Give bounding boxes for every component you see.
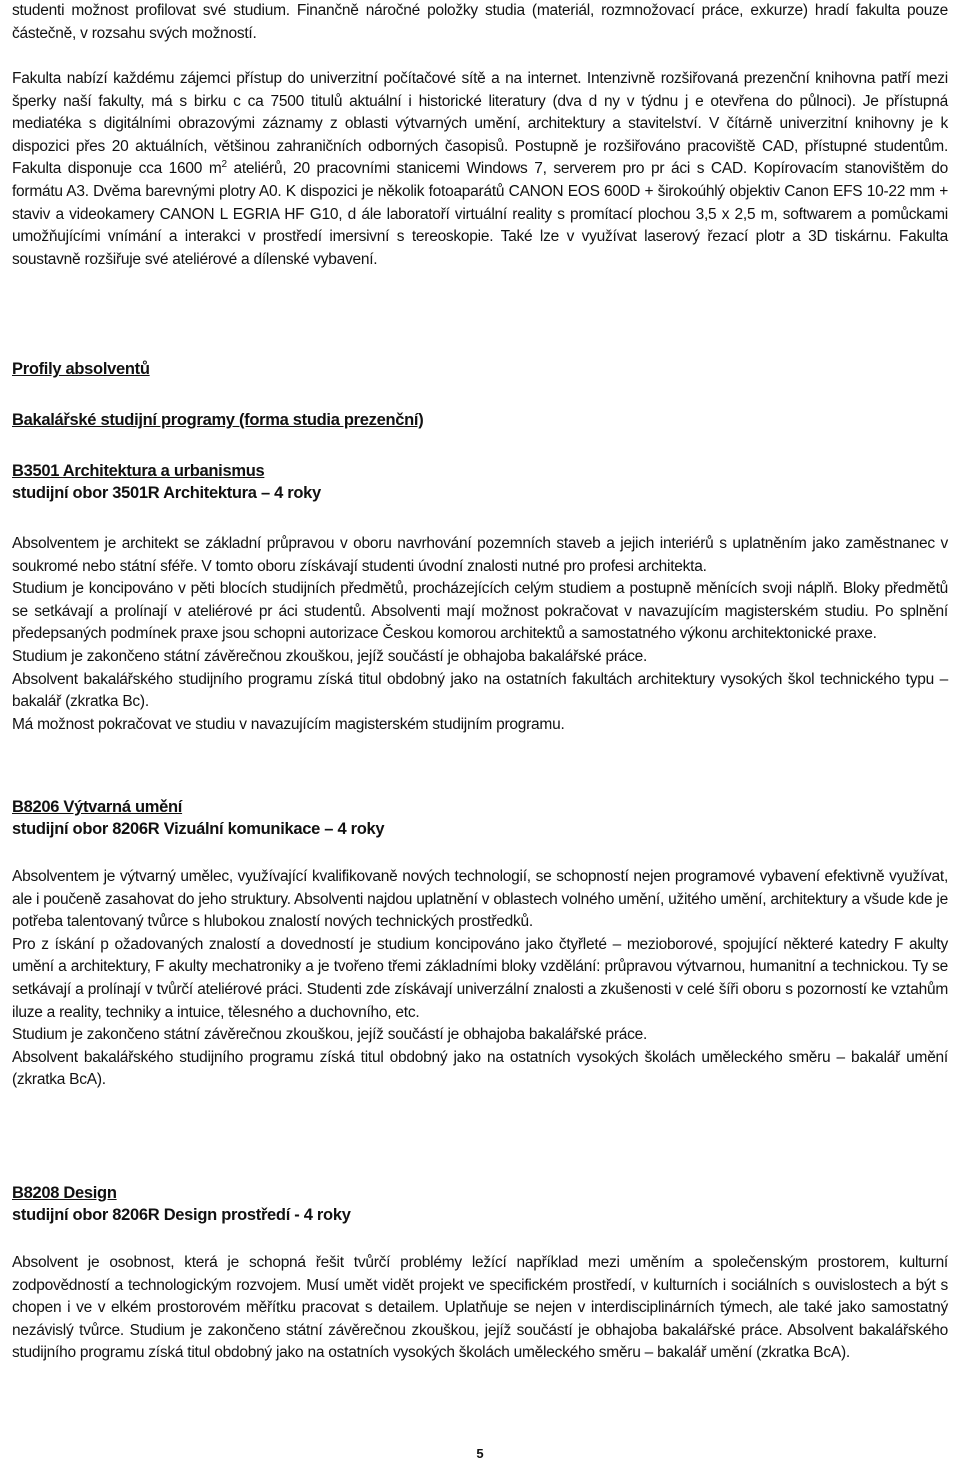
intro-paragraph-1: studenti možnost profilovat své studium. Finančně náročné položky studia (materiál, rozmnožovací práce, exkurze) hradí fakulta pouze částečně, v rozsahu svých možností. — [12, 2, 948, 42]
program-b3501 — [12, 460, 948, 504]
program-b8206-text — [12, 866, 948, 1092]
intro-text-b: ateliérů, 20 pracovními stanicemi Windows 7, serverem pro pr áci s CAD. Kopírovacím stanovištěm do formátu A3. Dvěma barevnými plotry A0. K dispozici je několik fotoaparátů CANON EOS 600D + širokoúhlý objektiv Canon EFS 10-22 mm + staviv a videokamery CANON L EGRIA HF G10, d ále laboratoří virtuální reality s promítací plochou 3,5 x 2,5 m, softwarem a pomůckami umožňujícími vnímání a interakci v prostředí imersivní s tereoskopie. Také lze v využívat laserový řezací plotr a 3D tiskárnu. Fakulta soustavně rozšiřuje své ateliérové a dílenské vybavení. — [12, 160, 948, 268]
program-b8208 — [12, 1182, 948, 1226]
program-b8206 — [12, 796, 948, 840]
paragraph: Absolventem je architekt se základní průpravou v oboru navrhování pozemních staveb a jejich interiérů s uplatněním jako zaměstnanec v soukromé nebo státní sféře. V tomto oboru získávají studenti úvodní znalosti nutné pro profesi architekta. — [12, 535, 948, 575]
paragraph: Absolvent bakalářského studijního programu získá titul obdobný jako na ostatních fakultách architektury vysokých škol technického typu – bakalář (zkratka Bc). — [12, 670, 948, 711]
program-b3501-text — [12, 533, 948, 736]
paragraph: Má možnost pokračovat ve studiu v navazujícím magisterském studijním programu. — [12, 715, 565, 733]
paragraph: Studium je zakončeno státní závěrečnou zkouškou, jejíž součástí je obhajoba bakalářské práce. — [12, 647, 648, 665]
program-title: B8206 Výtvarná umění — [12, 798, 183, 816]
profiles-heading: Profily absolventů — [12, 360, 150, 378]
intro-text-a: Fakulta nabízí každému zájemci přístup do univerzitní počítačové sítě a na internet. Intenzivně rozšiřovaná prezenční knihovna patří mezi šperky naší fakulty, má s birku c ca 7500 titulů aktuální i historické literatury (dva d ny v týdnu j e otevřena do půlnoci). Je přístupná mediatéka s digitálními obrazovými záznamy z oblasti výtvarných umění, architektury a stavitelství. V čítárně univerzitní knihovny je k dispozici přes 20 aktuálních, většinou zahraničních odborných časopisů. Postupně je rozšiřováno pracoviště CAD, přístupné studentům. Fakulta disponuje cca 1600 m — [12, 70, 948, 178]
paragraph: Absolvent je osobnost, která je schopná řešit tvůrčí problémy ležící například mezi uměním a společenským prostorem, kulturní zodpovědností a technologickým rozvojem. Musí umět vidět projekt ve specifickém prostředí, v kulturních i sociálních s ouvislostech a být s chopen i ve v elkém prostorovém měřítku pracovat s detailem. Uplatňuje se nejen v interdisciplinárních týmech, ale také jako samostatný nezávislý tvůrce. Studium je zakončeno státní závěrečnou zkouškou, jejíž součástí je obhajoba bakalářské práce. Absolvent bakalářského studijního programu získá titul obdobný jako na ostatních vysokých školách uměleckého směru – bakalář umění (zkratka BcA). — [12, 1254, 948, 1362]
bachelor-heading: Bakalářské studijní programy (forma studia prezenční) — [12, 411, 424, 429]
superscript: 2 — [221, 159, 227, 171]
program-field: studijní obor 3501R Architektura – 4 roky — [12, 484, 321, 502]
page-number: 5 — [476, 1446, 484, 1461]
intro-paragraph-2 — [12, 68, 948, 271]
paragraph: Studium je koncipováno v pěti blocích studijních předmětů, procházejících celým studiem a postupně měnících svoji náplň. Bloky předmětů se setkávají a prolínají v ateliérové pr áci studentů. Absolventi mají možnost pokračovat v navazujícím magisterském studiu. Po splnění předepsaných podmínek praxe jsou schopni autorizace Českou komorou architektů a samostatného výkonu architektonické praxe. — [12, 580, 948, 643]
program-title: B8208 Design — [12, 1184, 117, 1202]
paragraph: Pro z ískání p ožadovaných znalostí a dovedností je studium koncipováno jako čtyřleté – mezioborové, spojující některé katedry F akulty umění a architektury, F akulty mechatroniky a je tvořeno třemi základními bloky vzdělání: průpravou výtvarnou, humanitní a technickou. Ty se setkávají a prolínají v tvůrčí ateliérové práci. Studenti zde získávají univerzální znalosti a zkušenosti v celé šíři oboru s pozorností ke vztahům iluze a reality, techniky a intuice, tělesného a duchovního, etc. — [12, 935, 948, 1021]
program-field: studijní obor 8206R Design prostředí - 4 roky — [12, 1206, 351, 1224]
program-field: studijní obor 8206R Vizuální komunikace – 4 roky — [12, 820, 385, 838]
paragraph: Absolvent bakalářského studijního programu získá titul obdobný jako na ostatních vysokých školách uměleckého směru – bakalář umění (zkratka BcA). — [12, 1048, 948, 1089]
program-b8208-text — [12, 1252, 948, 1365]
paragraph: Absolventem je výtvarný umělec, využívající kvalifikovaně nových technologií, se schopností nejen programové vybavení efektivně využívat, ale i poučeně zasahovat do jeho struktury. Absolventi najdou uplatnění v oblastech volného umění, užitého umění, architektury a všude kde je potřeba talentovaný tvůrce s hlubokou znalostí nových technických prostředků. — [12, 868, 948, 931]
program-title: B3501 Architektura a urbanismus — [12, 462, 265, 480]
paragraph: Studium je zakončeno státní závěrečnou zkouškou, jejíž součástí je obhajoba bakalářské práce. — [12, 1026, 648, 1044]
